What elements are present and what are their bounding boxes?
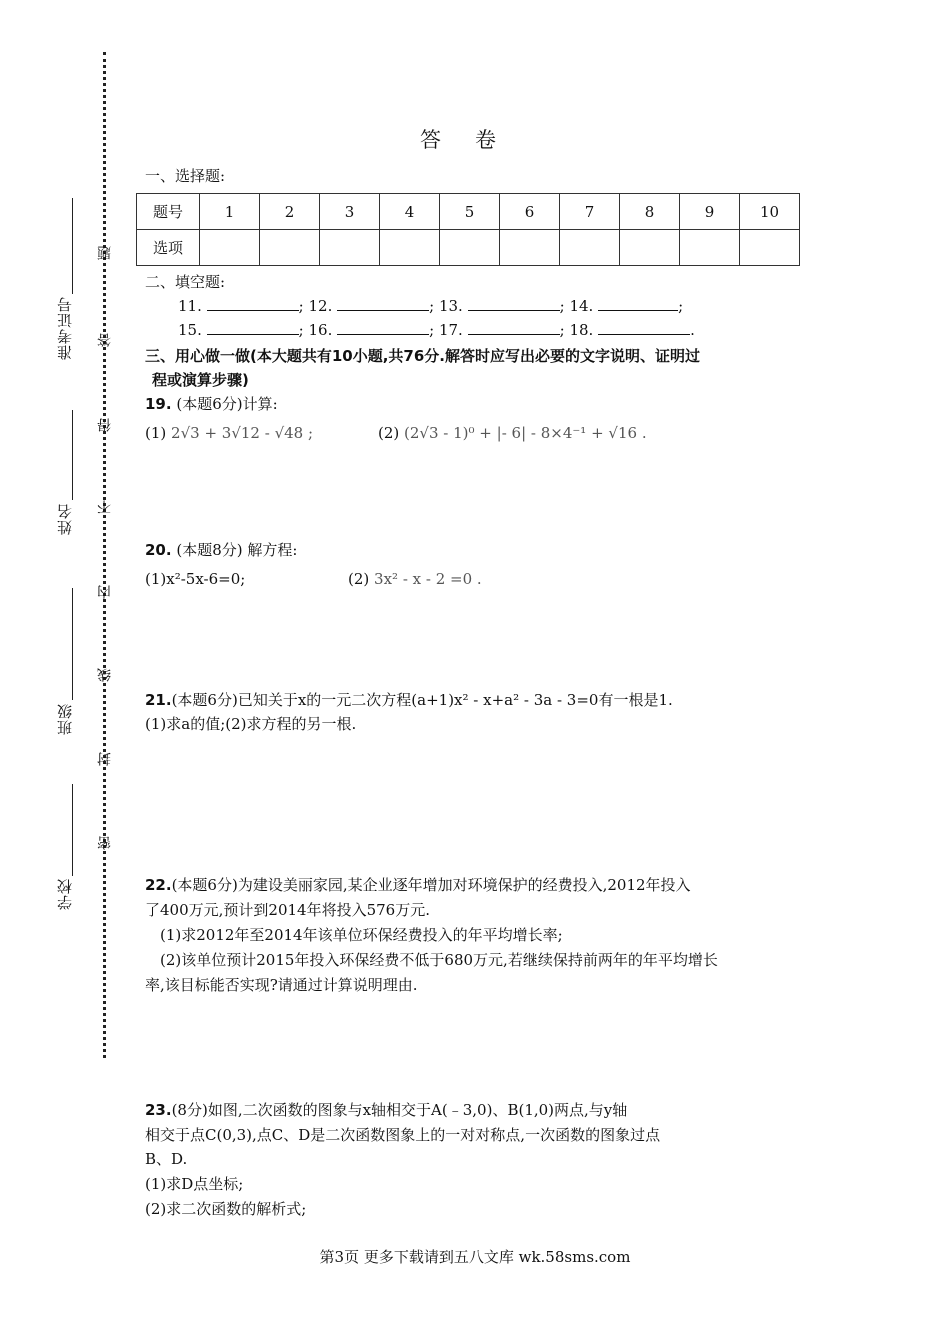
exam-id-label: 准考证号 [56, 296, 74, 360]
q22-number: 22. [145, 876, 172, 894]
answer-cell-6[interactable] [500, 230, 560, 266]
answer-cell-7[interactable] [560, 230, 620, 266]
answer-cell-1[interactable] [200, 230, 260, 266]
q22-line2: 了400万元,预计到2014年将投入576万元. [145, 901, 430, 919]
fill-label-17: 17. [438, 321, 463, 339]
section3-heading-line1: 三、用心做一做(本大题共有10小题,共76分.解答时应写出必要的文字说明、证明过 [145, 347, 701, 365]
seal-char-7: 封 [97, 752, 113, 766]
q23-number: 23. [145, 1101, 172, 1119]
q23-line1 [145, 1099, 627, 1120]
q19-p1-expr: 2√3 + 3√12 - √48 ; [171, 424, 314, 442]
q-number-7: 7 [560, 194, 620, 230]
q23-text1: (8分)如图,二次函数的图象与x轴相交于A(﹣3,0)、B(1,0)两点,与y轴 [171, 1101, 628, 1119]
fill-blank-12[interactable] [337, 296, 429, 311]
q20-number: 20. [145, 541, 172, 559]
seal-char-1: 题 [97, 246, 113, 260]
fill-label-14: 14. [569, 297, 594, 315]
class-label: 班级 [56, 703, 74, 735]
q22-line5: 率,该目标能否实现?请通过计算说明理由. [145, 976, 418, 994]
section3-heading-line2: 程或演算步骤) [152, 371, 249, 389]
fill-blank-13[interactable] [468, 296, 560, 311]
fill-blank-15[interactable] [207, 320, 299, 335]
q21-line2: (1)求a的值;(2)求方程的另一根. [145, 715, 357, 733]
q22-text1: (本题6分)为建设美丽家园,某企业逐年增加对环境保护的经费投入,2012年投入 [171, 876, 691, 894]
q20-p2-label: (2) [348, 570, 370, 588]
q20-header [145, 539, 297, 560]
q-number-2: 2 [260, 194, 320, 230]
fill-label-16: 16. [308, 321, 333, 339]
answer-cell-9[interactable] [680, 230, 740, 266]
q19-header [145, 393, 278, 414]
sep: ; [559, 297, 565, 315]
q21-text1: (本题6分)已知关于x的一元二次方程(a+1)x² - x+a² - 3a - 3=0有一根是1. [171, 691, 673, 709]
q-number-6: 6 [500, 194, 560, 230]
q23-line2: 相交于点C(0,3),点C、D是二次函数图象上的一对对称点,一次函数的图象过点 [145, 1126, 661, 1144]
sep: ; [298, 321, 304, 339]
q22-line3: (1)求2012年至2014年该单位环保经费投入的年平均增长率; [160, 926, 563, 944]
fill-row-2 [178, 320, 695, 339]
fill-blank-18[interactable] [598, 320, 690, 335]
section1-heading: 一、选择题: [145, 167, 226, 185]
q21-number: 21. [145, 691, 172, 709]
q23-line5: (2)求二次函数的解析式; [145, 1200, 307, 1218]
fill-row-1 [178, 296, 683, 315]
q23-line3: B、D. [145, 1150, 188, 1168]
q20-head: (本题8分) 解方程: [176, 541, 298, 559]
fill-label-13: 13. [438, 297, 463, 315]
answer-cell-4[interactable] [380, 230, 440, 266]
page-title: 答卷 [420, 128, 530, 152]
seal-char-6: 线 [97, 668, 113, 682]
q19-part1 [145, 424, 313, 442]
answer-cell-10[interactable] [740, 230, 800, 266]
fill-blank-17[interactable] [468, 320, 560, 335]
q20-part1: (1)x²-5x-6=0; [145, 570, 246, 588]
answer-table [136, 193, 800, 266]
q-number-3: 3 [320, 194, 380, 230]
page-footer: 第3页 更多下载请到五八文库 wk.58sms.com [319, 1248, 631, 1266]
table-row-numbers [137, 194, 800, 230]
seal-char-4: 不 [97, 500, 113, 514]
q19-p2-expr: (2√3 - 1)⁰ + |- 6| - 8×4⁻¹ + √16 . [404, 424, 647, 442]
q23-line4: (1)求D点坐标; [145, 1175, 244, 1193]
fill-label-12: 12. [308, 297, 333, 315]
q22-line1 [145, 874, 691, 895]
answer-cell-8[interactable] [620, 230, 680, 266]
q-number-1: 1 [200, 194, 260, 230]
table-row-answers [137, 230, 800, 266]
sep: ; [429, 297, 435, 315]
seal-char-3: 得 [97, 418, 113, 432]
q22-line4: (2)该单位预计2015年投入环保经费不低于680万元,若继续保持前两年的年平均增长 [160, 951, 718, 969]
q19-p2-label: (2) [378, 424, 400, 442]
sep: ; [559, 321, 565, 339]
exam-id-blank [72, 198, 73, 294]
q-number-4: 4 [380, 194, 440, 230]
fill-label-15: 15. [178, 321, 202, 339]
school-label: 学校 [56, 878, 74, 910]
q20-part2 [348, 570, 482, 588]
fill-label-18: 18. [569, 321, 594, 339]
q20-p2-expr: 3x² - x - 2 =0 . [374, 570, 482, 588]
answer-cell-2[interactable] [260, 230, 320, 266]
name-label: 姓名 [56, 503, 74, 535]
q-number-5: 5 [440, 194, 500, 230]
fill-blank-14[interactable] [598, 296, 678, 311]
section2-heading: 二、填空题: [145, 273, 226, 291]
q21-line1 [145, 689, 673, 710]
seal-char-8: 密 [97, 836, 113, 850]
fill-label-11: 11. [178, 297, 202, 315]
row-answer-cell: 选项 [137, 230, 200, 266]
seal-char-2: 答 [97, 333, 113, 347]
end-period: . [690, 321, 695, 339]
q19-head: (本题6分)计算: [176, 395, 278, 413]
answer-cell-3[interactable] [320, 230, 380, 266]
q-number-10: 10 [740, 194, 800, 230]
sep: ; [429, 321, 435, 339]
school-blank [72, 784, 73, 876]
q19-p1-label: (1) [145, 424, 167, 442]
name-blank [72, 410, 73, 500]
class-blank [72, 588, 73, 700]
sep: ; [298, 297, 304, 315]
q19-part2 [378, 424, 647, 442]
row-head-cell: 题号 [137, 194, 200, 230]
q19-number: 19. [145, 395, 172, 413]
binding-dotted-line [103, 52, 106, 1058]
fill-blank-11[interactable] [207, 296, 299, 311]
answer-cell-5[interactable] [440, 230, 500, 266]
sep: ; [678, 297, 684, 315]
q-number-9: 9 [680, 194, 740, 230]
q-number-8: 8 [620, 194, 680, 230]
seal-char-5: 内 [97, 585, 113, 599]
fill-blank-16[interactable] [337, 320, 429, 335]
